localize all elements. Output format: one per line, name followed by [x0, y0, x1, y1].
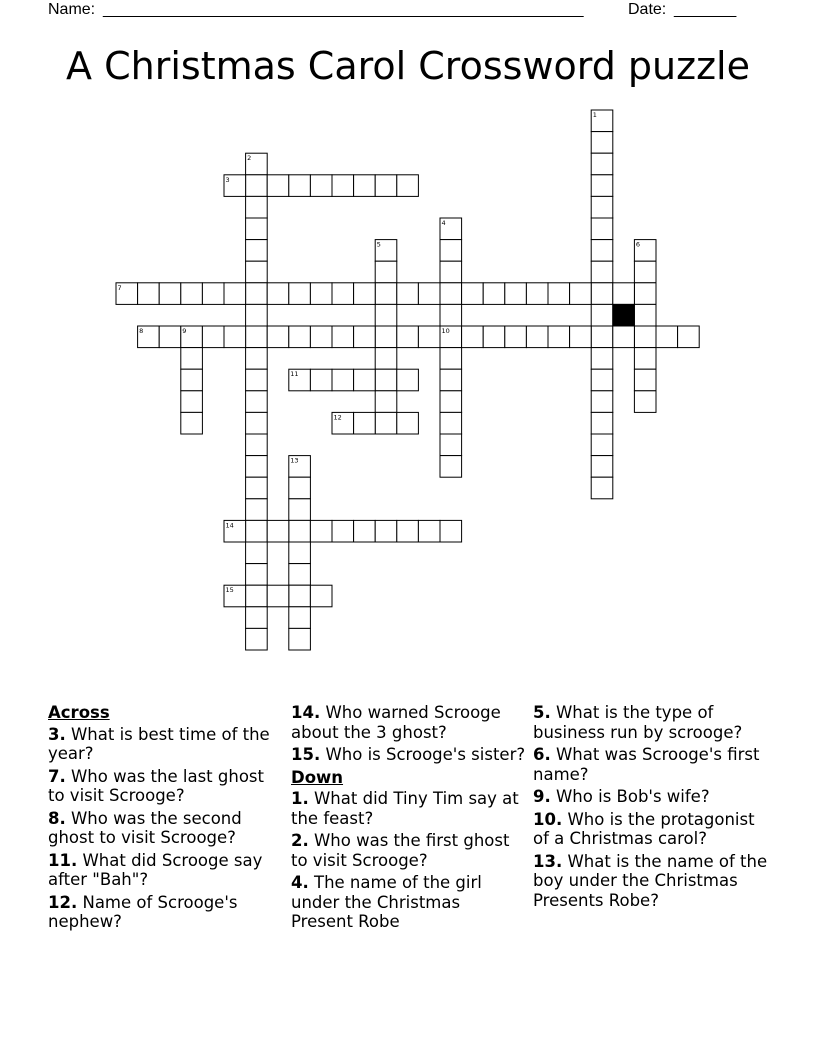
grid-cell[interactable] [440, 304, 462, 326]
grid-cell[interactable] [591, 283, 613, 305]
grid-cell[interactable] [354, 412, 376, 434]
grid-cell[interactable] [354, 326, 376, 348]
across-clue-list-continued [291, 703, 526, 765]
grid-cell[interactable] [591, 477, 613, 499]
grid-cell[interactable] [613, 326, 635, 348]
clue-text: What is the type of business run by scrooge? [533, 703, 743, 742]
name-label: Name: [48, 1, 96, 18]
clue-item [48, 767, 278, 806]
grid-cell[interactable] [634, 391, 656, 413]
grid-cell[interactable] [289, 477, 311, 499]
grid-cell[interactable] [354, 520, 376, 542]
grid-cell[interactable] [570, 283, 592, 305]
clue-number: 8. [48, 808, 66, 828]
clue-number: 15. [291, 745, 321, 764]
down-clue-list [291, 789, 526, 932]
clue-text: What is best time of the year? [48, 724, 270, 763]
clue-item [291, 831, 526, 870]
cell-number: 1 [592, 111, 597, 119]
grid-cell[interactable] [418, 326, 440, 348]
clue-text: Who was the first ghost to visit Scrooge? [291, 831, 510, 870]
grid-cell[interactable] [181, 348, 203, 370]
grid-cell[interactable] [246, 391, 268, 413]
grid-cell[interactable] [246, 542, 268, 564]
clue-item [291, 873, 526, 932]
grid-cell[interactable] [440, 391, 462, 413]
clue-text: What did Scrooge say after "Bah"? [48, 850, 263, 889]
grid-cell[interactable] [505, 326, 527, 348]
grid-cell[interactable] [246, 520, 268, 542]
grid-cell[interactable] [375, 283, 397, 305]
grid-cell[interactable] [246, 607, 268, 629]
grid-cell[interactable] [289, 499, 311, 521]
grid-cell[interactable] [332, 283, 354, 305]
clue-text: Who is the protagonist of a Christmas carol? [533, 809, 755, 848]
date-field[interactable]: _______ [674, 1, 737, 18]
grid-cell[interactable] [440, 434, 462, 456]
grid-cell[interactable] [267, 520, 289, 542]
page-title: A Christmas Carol Crossword puzzle [66, 44, 750, 88]
grid-cell[interactable] [483, 326, 505, 348]
grid-cell[interactable] [462, 326, 484, 348]
grid-cell[interactable] [375, 348, 397, 370]
grid-cell[interactable] [246, 348, 268, 370]
grid-cell[interactable] [246, 499, 268, 521]
grid-cell[interactable] [440, 240, 462, 262]
cell-number: 5 [376, 240, 381, 249]
clues-column-1 [48, 703, 278, 935]
grid-cell[interactable] [591, 434, 613, 456]
grid-cell[interactable] [591, 261, 613, 283]
grid-cell[interactable] [591, 240, 613, 262]
grid-cell[interactable] [526, 283, 548, 305]
clue-number: 14. [291, 703, 321, 722]
across-clue-list [48, 725, 278, 932]
grid-cell[interactable] [440, 261, 462, 283]
clue-item [533, 810, 773, 849]
grid-cell[interactable] [375, 175, 397, 197]
grid-cell[interactable] [440, 348, 462, 370]
grid-cell[interactable] [246, 261, 268, 283]
grid-cell[interactable] [246, 283, 268, 305]
grid-cell[interactable] [202, 283, 224, 305]
grid-cell[interactable] [375, 391, 397, 413]
grid-cell[interactable] [440, 520, 462, 542]
grid-cell[interactable] [548, 326, 570, 348]
cell-number: 6 [635, 240, 641, 249]
grid-cell[interactable] [397, 412, 419, 434]
grid-cell[interactable] [397, 283, 419, 305]
grid-cell[interactable] [440, 412, 462, 434]
clue-number: 12. [48, 892, 78, 912]
clue-text: What is the name of the boy under the Christmas Presents Robe? [533, 851, 768, 910]
grid-cell[interactable] [591, 196, 613, 218]
grid-cell[interactable] [181, 283, 203, 305]
grid-cell[interactable] [591, 391, 613, 413]
grid-cell[interactable] [267, 283, 289, 305]
date-label: Date: [628, 1, 667, 18]
cell-number: 12 [333, 413, 342, 422]
grid-cell[interactable] [310, 585, 332, 607]
clue-text: Who is Scrooge's sister? [320, 745, 526, 764]
grid-cell[interactable] [246, 456, 268, 478]
grid-cell[interactable] [634, 304, 656, 326]
grid-cell[interactable] [332, 520, 354, 542]
grid-cell[interactable] [332, 326, 354, 348]
grid-cell[interactable] [354, 283, 376, 305]
cell-number: 13 [290, 456, 299, 465]
grid-cell[interactable] [397, 369, 419, 391]
clue-number: 7. [48, 766, 66, 786]
clue-item [533, 787, 773, 807]
grid-cell[interactable] [267, 585, 289, 607]
grid-cell[interactable] [246, 585, 268, 607]
grid-cell[interactable] [246, 218, 268, 240]
grid-cell[interactable] [634, 348, 656, 370]
grid-cell[interactable] [678, 326, 700, 348]
cell-number: 3 [225, 175, 230, 184]
clue-number: 11. [48, 850, 78, 870]
grid-cell[interactable] [613, 283, 635, 305]
grid-cell[interactable] [246, 434, 268, 456]
grid-cell[interactable] [656, 326, 678, 348]
clue-text: What was Scrooge's first name? [533, 745, 760, 784]
grid-cell[interactable] [634, 326, 656, 348]
grid-cell[interactable] [634, 261, 656, 283]
grid-cell[interactable] [591, 326, 613, 348]
grid-cell[interactable] [591, 369, 613, 391]
grid-cell[interactable] [375, 520, 397, 542]
cell-number: 7 [117, 283, 122, 292]
grid-cell[interactable] [354, 369, 376, 391]
cell-number: 4 [441, 219, 446, 227]
cell-number: 10 [441, 327, 450, 335]
grid-cell[interactable] [246, 240, 268, 262]
grid-cell[interactable] [224, 283, 246, 305]
grid-cell[interactable] [289, 326, 311, 348]
black-cell [613, 304, 635, 326]
grid-cell[interactable] [375, 304, 397, 326]
cell-number: 9 [182, 327, 187, 335]
grid-cell[interactable] [440, 456, 462, 478]
grid-cell[interactable] [397, 175, 419, 197]
clue-text: What did Tiny Tim say at the feast? [291, 789, 519, 828]
grid-cell[interactable] [375, 326, 397, 348]
grid-cell[interactable] [397, 326, 419, 348]
cell-number: 11 [290, 370, 299, 379]
grid-cell[interactable] [289, 628, 311, 650]
grid-cell[interactable] [267, 326, 289, 348]
grid-cell[interactable] [289, 542, 311, 564]
name-field[interactable]: ______________________________________________________ [103, 1, 584, 18]
grid-cell[interactable] [332, 369, 354, 391]
grid-cell[interactable] [591, 456, 613, 478]
grid-cell[interactable] [246, 564, 268, 586]
grid-cell[interactable] [591, 153, 613, 175]
clue-text: Who is Bob's wife? [550, 787, 710, 806]
grid-cell[interactable] [159, 283, 181, 305]
grid-cell[interactable] [224, 326, 246, 348]
cell-number: 8 [139, 327, 144, 335]
clue-number: 2. [291, 831, 309, 850]
grid-cell[interactable] [246, 196, 268, 218]
clue-text: Who was the last ghost to visit Scrooge? [48, 766, 264, 805]
grid-cell[interactable] [289, 520, 311, 542]
grid-cell[interactable] [246, 412, 268, 434]
clue-number: 6. [533, 745, 551, 764]
grid-cell[interactable] [246, 175, 268, 197]
grid-cell[interactable] [246, 628, 268, 650]
grid-cell[interactable] [483, 283, 505, 305]
across-heading: Across [48, 703, 110, 722]
grid-cell[interactable] [634, 369, 656, 391]
grid-cell[interactable] [375, 369, 397, 391]
grid-cell[interactable] [591, 132, 613, 154]
cell-number: 2 [247, 154, 252, 163]
clue-item [291, 789, 526, 828]
clue-number: 3. [48, 724, 66, 744]
grid-cell[interactable] [634, 283, 656, 305]
grid-cell[interactable] [289, 283, 311, 305]
clue-item [48, 893, 278, 932]
clue-item [533, 852, 773, 911]
grid-cell[interactable] [332, 175, 354, 197]
clue-item [48, 851, 278, 890]
cell-number: 14 [225, 521, 234, 530]
grid-cell[interactable] [505, 283, 527, 305]
grid-cell[interactable] [310, 520, 332, 542]
clue-number: 10. [533, 809, 563, 829]
clue-text: Who warned Scrooge about the 3 ghost? [291, 703, 501, 742]
clue-number: 13. [533, 851, 563, 871]
grid-cell[interactable] [159, 326, 181, 348]
grid-cell[interactable] [418, 520, 440, 542]
grid-cell[interactable] [570, 326, 592, 348]
grid-cell[interactable] [591, 218, 613, 240]
clue-item [533, 703, 773, 742]
clue-text: Who was the second ghost to visit Scrooge? [48, 808, 242, 847]
grid-cell[interactable] [591, 304, 613, 326]
clue-item [533, 745, 773, 784]
grid-cell[interactable] [138, 283, 160, 305]
grid-cell[interactable] [246, 369, 268, 391]
grid-cell[interactable] [354, 175, 376, 197]
clue-number: 5. [533, 703, 551, 722]
grid-cell[interactable] [591, 348, 613, 370]
grid-cell[interactable] [548, 283, 570, 305]
grid-cell[interactable] [440, 369, 462, 391]
clue-text: The name of the girl under the Christmas Present Robe [291, 873, 482, 931]
clue-item [291, 745, 526, 765]
down-heading: Down [291, 767, 344, 787]
grid-cell[interactable] [289, 607, 311, 629]
grid-cell[interactable] [462, 283, 484, 305]
grid-cell[interactable] [181, 369, 203, 391]
clue-item [48, 725, 278, 764]
grid-cell[interactable] [375, 412, 397, 434]
grid-cell[interactable] [526, 326, 548, 348]
clue-item [291, 703, 526, 742]
grid-cell[interactable] [310, 175, 332, 197]
grid-cell[interactable] [418, 283, 440, 305]
grid-cell[interactable] [289, 585, 311, 607]
clue-number: 9. [533, 787, 551, 806]
clue-item [48, 809, 278, 848]
grid-cell[interactable] [397, 520, 419, 542]
grid-cell[interactable] [310, 369, 332, 391]
clue-number: 4. [291, 873, 309, 892]
grid-cell[interactable] [246, 326, 268, 348]
grid-cell[interactable] [202, 326, 224, 348]
cell-number: 15 [225, 586, 234, 595]
grid-cell[interactable] [181, 412, 203, 434]
clue-text: Name of Scrooge's nephew? [48, 892, 238, 931]
grid-cell[interactable] [591, 412, 613, 434]
grid-cell[interactable] [591, 175, 613, 197]
clues-column-3 [533, 703, 773, 913]
grid-cell[interactable] [310, 326, 332, 348]
down-clue-list-continued [533, 703, 773, 910]
grid-cell[interactable] [375, 261, 397, 283]
grid-cell[interactable] [289, 564, 311, 586]
clue-number: 1. [291, 789, 309, 808]
grid-cell[interactable] [246, 304, 268, 326]
grid-cell[interactable] [267, 175, 289, 197]
grid-cell[interactable] [181, 391, 203, 413]
grid-cell[interactable] [246, 477, 268, 499]
grid-cell[interactable] [289, 175, 311, 197]
grid-cell[interactable] [310, 283, 332, 305]
grid-cell[interactable] [440, 283, 462, 305]
clues-column-2 [291, 703, 526, 935]
